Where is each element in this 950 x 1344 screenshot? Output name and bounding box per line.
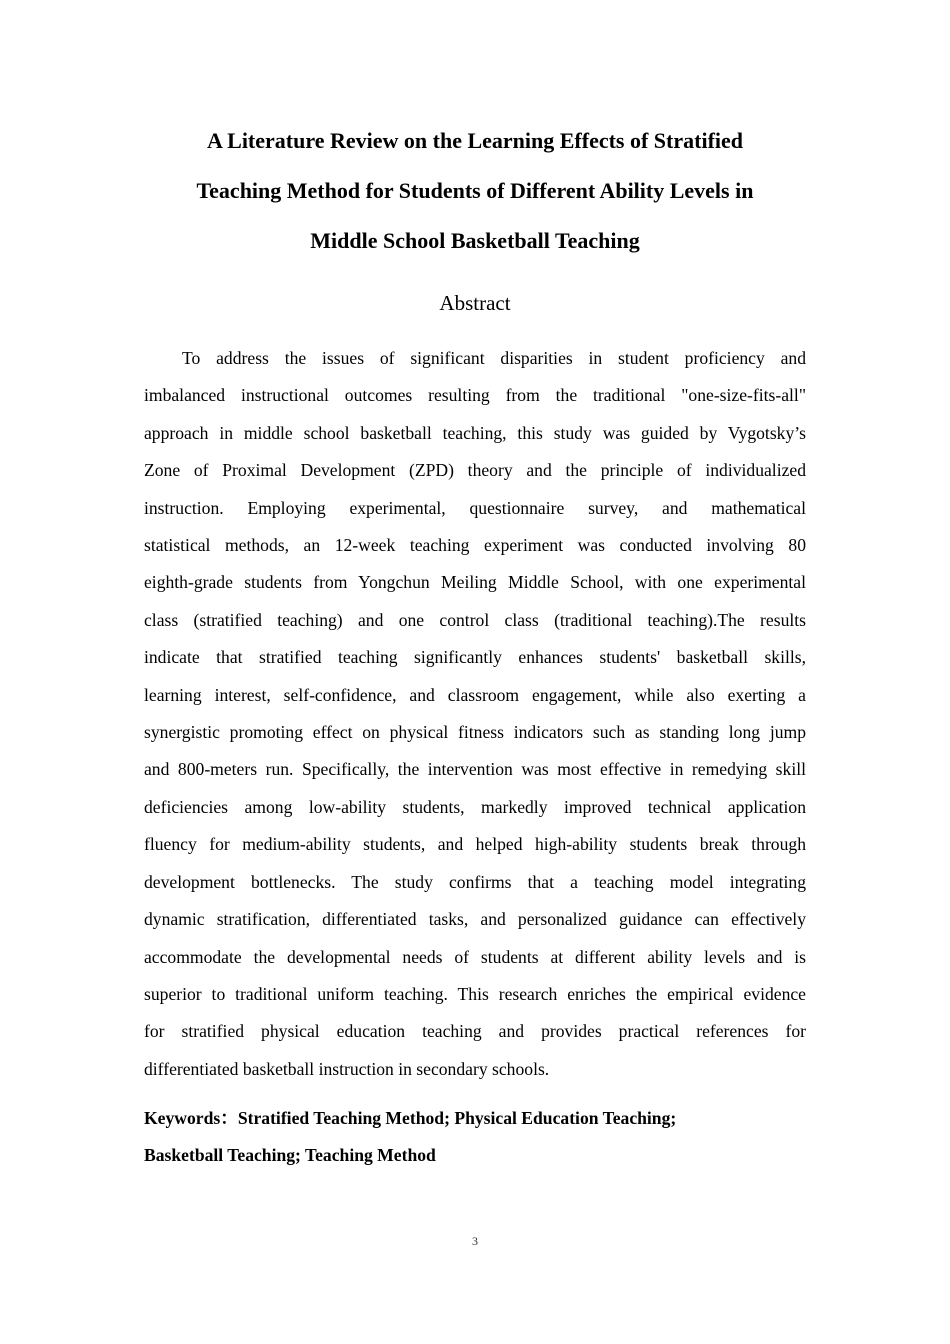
abstract-line: instruction. Employing experimental, questionnaire survey, and mathematical [144, 497, 806, 518]
abstract-line: development bottlenecks. The study confirms that a teaching model integrating [144, 871, 806, 892]
abstract-line: statistical methods, an 12-week teaching experiment was conducted involving 80 [144, 535, 806, 556]
abstract-heading: Abstract [439, 291, 511, 315]
paper-title-line: A Literature Review on the Learning Effects of Stratified [206, 128, 744, 153]
abstract-line: and 800-meters run. Specifically, the intervention was most effective in remedying skill [144, 759, 806, 780]
abstract-line: superior to traditional uniform teaching. This research enriches the empirical evidence [144, 983, 806, 1004]
abstract-line: class (stratified teaching) and one control class (traditional teaching).The results [144, 609, 806, 630]
abstract-body [144, 340, 806, 1088]
abstract-line: eighth-grade students from Yongchun Meiling Middle School, with one experimental [144, 572, 806, 593]
abstract-line: accommodate the developmental needs of students at different ability levels and is [144, 946, 806, 967]
abstract-line: indicate that stratified teaching significantly enhances students' basketball skills, [144, 647, 806, 668]
abstract-line: differentiated basketball instruction in secondary schools. [144, 1058, 550, 1079]
keywords-line: Basketball Teaching; Teaching Method [144, 1145, 436, 1166]
page-number: 3 [472, 1234, 478, 1248]
abstract-line: learning interest, self-confidence, and classroom engagement, while also exerting a [144, 684, 806, 705]
keywords [144, 1100, 806, 1175]
abstract-line: approach in middle school basketball teaching, this study was guided by Vygotsky’s [144, 422, 806, 443]
keywords-line: Keywords：Stratified Teaching Method; Physical Education Teaching; [144, 1108, 677, 1128]
abstract-line: Zone of Proximal Development (ZPD) theory and the principle of individualized [144, 460, 806, 481]
abstract-line: deficiencies among low-ability students, markedly improved technical application [144, 796, 806, 817]
paper-title-line: Teaching Method for Students of Different Ability Levels in [196, 178, 754, 203]
abstract-line: To address the issues of significant disparities in student proficiency and [182, 348, 806, 368]
paper-title-line: Middle School Basketball Teaching [310, 228, 640, 253]
abstract-line: fluency for medium-ability students, and helped high-ability students break through [144, 834, 806, 855]
abstract-line: dynamic stratification, differentiated tasks, and personalized guidance can effectively [144, 909, 806, 930]
abstract-line: synergistic promoting effect on physical fitness indicators such as standing long jump [144, 722, 806, 743]
abstract-line: imbalanced instructional outcomes resulting from the traditional "one-size-fits-all" [144, 385, 806, 406]
paper-title [150, 116, 800, 266]
abstract-line: for stratified physical education teaching and provides practical references for [144, 1021, 806, 1042]
